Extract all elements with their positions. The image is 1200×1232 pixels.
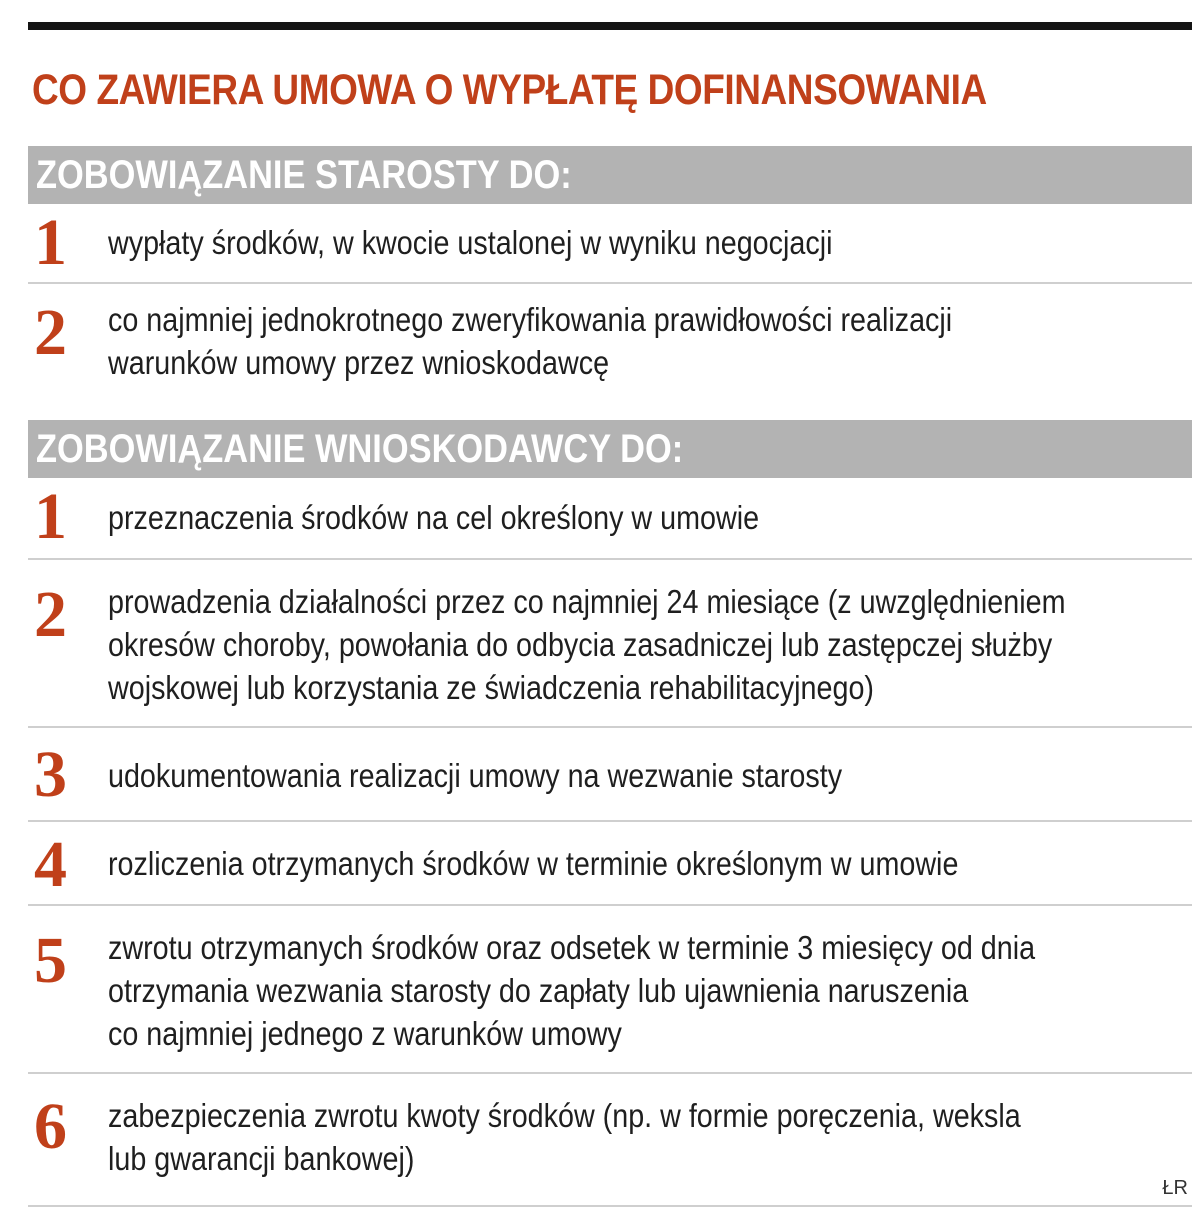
item-text: zwrotu otrzymanych środków oraz odsetek w terminie 3 miesięcy od dnia otrzymania wezwania starosty do zapłaty lub ujawnienia naruszenia co najmniej jednego z warunków umowy [108, 929, 1036, 1052]
top-rule [28, 22, 1192, 30]
item-text: wypłaty środków, w kwocie ustalonej w wyniku negocjacji [108, 224, 833, 261]
item-number: 2 [34, 578, 67, 651]
list-item [28, 822, 1192, 906]
item-text: prowadzenia działalności przez co najmniej 24 miesiące (z uwzględnieniem okresów choroby, powołania do odbycia zasadniczej lub zastępczej służby wojskowej lub korzystania ze świadczenia rehabilitacyjnego) [108, 583, 1066, 706]
item-text: rozliczenia otrzymanych środków w terminie określonym w umowie [108, 845, 959, 882]
list-item [28, 560, 1192, 728]
item-text: udokumentowania realizacji umowy na wezwanie starosty [108, 757, 843, 794]
item-text: co najmniej jednokrotnego zweryfikowania prawidłowości realizacji warunków umowy przez wnioskodawcę [108, 301, 953, 381]
item-number: 5 [34, 924, 67, 997]
list-item [28, 284, 1192, 394]
list-item [28, 204, 1192, 284]
item-number: 2 [34, 296, 67, 369]
section-header: ZOBOWIĄZANIE STAROSTY DO: [28, 146, 1192, 204]
item-text: zabezpieczenia zwrotu kwoty środków (np. w formie poręczenia, weksla lub gwarancji bankowej) [108, 1097, 1021, 1177]
section-header: ZOBOWIĄZANIE WNIOSKODAWCY DO: [28, 420, 1192, 478]
item-number: 6 [34, 1090, 67, 1163]
item-number: 1 [34, 206, 67, 279]
section-wnioskodawca [28, 420, 1192, 1207]
author-credit: ŁR [1162, 1177, 1188, 1199]
list-item [28, 906, 1192, 1074]
item-text: przeznaczenia środków na cel określony w umowie [108, 499, 760, 536]
list-item [28, 728, 1192, 822]
list-item [28, 478, 1192, 560]
item-number: 1 [34, 480, 67, 553]
item-number: 3 [34, 738, 67, 811]
list-item [28, 1074, 1192, 1207]
section-starosta [28, 146, 1192, 394]
item-number: 4 [34, 828, 67, 901]
page-title: CO ZAWIERA UMOWA O WYPŁATĘ DOFINANSOWANIA [32, 66, 987, 114]
